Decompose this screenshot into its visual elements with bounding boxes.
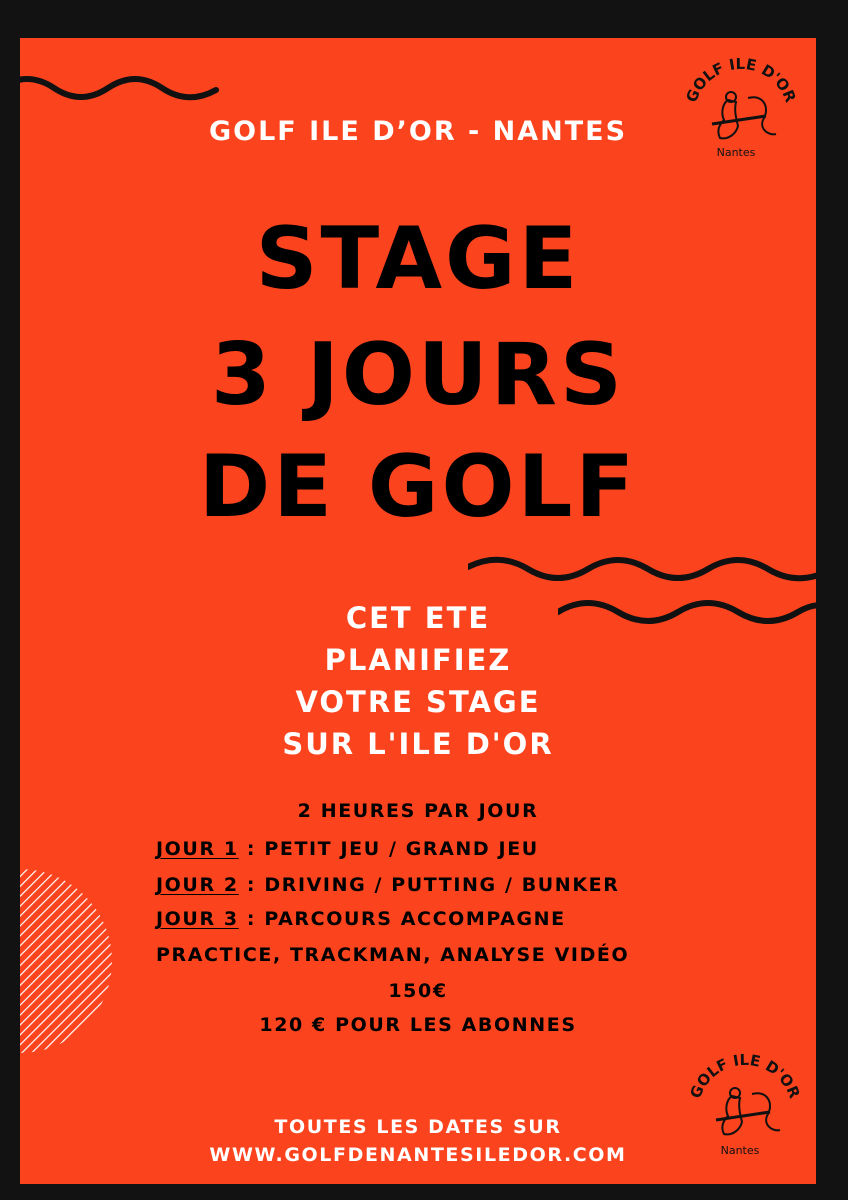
pitch-line-1: CET ETE — [345, 601, 491, 635]
day-3-label: JOUR 3 — [156, 908, 239, 930]
poster — [20, 38, 816, 1184]
headline-line-2: 3 JOURS — [211, 325, 625, 425]
pitch-line-4: SUR L'ILE D'OR — [282, 727, 554, 761]
day-1-line — [156, 840, 539, 859]
price: 150€ — [388, 980, 448, 1002]
day-2-label: JOUR 2 — [156, 874, 239, 896]
club-subtitle: GOLF ILE D’OR - NANTES — [208, 116, 628, 147]
day-3-line — [156, 910, 566, 929]
golf-ile-dor-logo-top — [676, 54, 806, 169]
svg-text:GOLF ILE D'OR: GOLF ILE D'OR — [686, 1050, 804, 1101]
svg-text:Nantes: Nantes — [716, 146, 756, 159]
wave-right-upper-icon — [468, 553, 816, 593]
day-1-label: JOUR 1 — [156, 838, 239, 860]
hours-per-day: 2 HEURES PAR JOUR — [297, 800, 539, 822]
footer-website-link[interactable]: WWW.GOLFDENANTESILEDOR.COM — [209, 1144, 627, 1166]
wave-top-left-icon — [20, 68, 230, 108]
day-3-text: : PARCOURS ACCOMPAGNE — [238, 908, 566, 930]
footer-dates-line: TOUTES LES DATES SUR — [274, 1116, 562, 1138]
svg-text:Nantes: Nantes — [720, 1144, 760, 1157]
member-price: 120 € POUR LES ABONNES — [259, 1014, 577, 1036]
headline-line-3: DE GOLF — [198, 437, 638, 537]
svg-text:GOLF ILE D'OR: GOLF ILE D'OR — [682, 54, 800, 105]
pitch-line-2: PLANIFIEZ — [324, 643, 512, 677]
day-2-line — [156, 876, 619, 895]
extras-line: PRACTICE, TRACKMAN, ANALYSE VIDÉO — [156, 944, 630, 966]
pitch-line-3: VOTRE STAGE — [295, 685, 541, 719]
day-1-text: : PETIT JEU / GRAND JEU — [238, 838, 539, 860]
day-2-text: : DRIVING / PUTTING / BUNKER — [238, 874, 620, 896]
headline-line-1: STAGE — [255, 209, 581, 309]
